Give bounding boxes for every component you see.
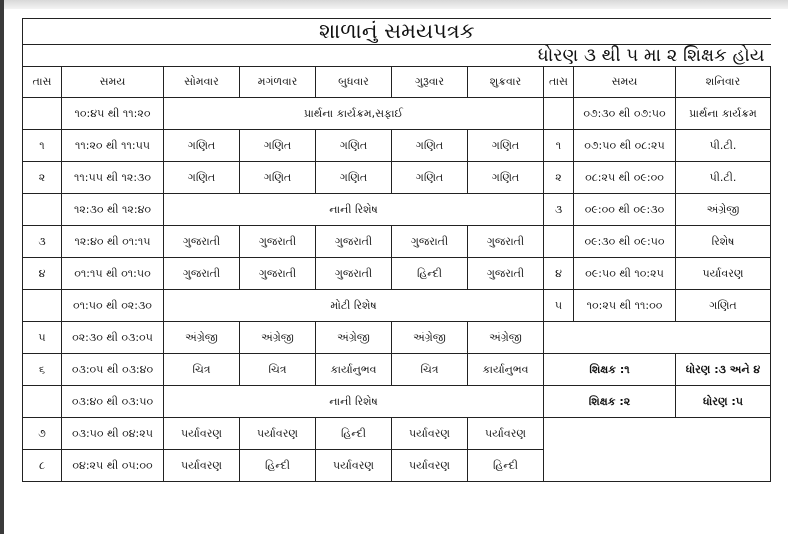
- subject-cell-friday: ગણિત: [468, 162, 544, 194]
- subject-cell-tuesday: અંગ્રેજી: [240, 322, 316, 354]
- time-cell: ૧૧:૫૫ થી ૧૨:૩૦: [62, 162, 164, 194]
- subject-cell-thursday: પર્યાવરણ: [392, 450, 468, 482]
- subject-cell-monday: ગુજરાતી: [164, 226, 240, 258]
- time-cell: ૧૨:૩૦ થી ૧૨:૪૦: [62, 194, 164, 226]
- subject-cell-tuesday: ગુજરાતી: [240, 258, 316, 290]
- table-row: [23, 162, 771, 194]
- subject-cell-monday: ગણિત: [164, 162, 240, 194]
- subject-cell-thursday: ગણિત: [392, 162, 468, 194]
- subject-cell-tuesday: પર્યાવરણ: [240, 418, 316, 450]
- subject-cell-friday: ગણિત: [468, 130, 544, 162]
- period-cell: ૨: [23, 162, 62, 194]
- saturday-period-cell: [544, 226, 574, 258]
- subject-cell-thursday: ચિત્ર: [392, 354, 468, 386]
- period-cell: ૧: [23, 130, 62, 162]
- table-row: [23, 226, 771, 258]
- break-cell: પ્રાર્થના કાર્યક્રમ,સફાઈ: [164, 98, 544, 130]
- table-row: [23, 354, 771, 386]
- subject-cell-monday: પર્યાવરણ: [164, 450, 240, 482]
- subject-cell-tuesday: ગણિત: [240, 162, 316, 194]
- column-header-saturday-saturday: શનિવાર: [676, 67, 771, 98]
- subject-cell-tuesday: ચિત્ર: [240, 354, 316, 386]
- time-cell: ૧૦:૪૫ થી ૧૧:૨૦: [62, 98, 164, 130]
- period-cell: ૩: [23, 226, 62, 258]
- standard-cell: ધોરણ :૫: [676, 386, 771, 418]
- table-row: [23, 130, 771, 162]
- saturday-time-cell: ૦૭:૩૦ થી ૦૭:૫૦: [574, 98, 676, 130]
- saturday-time-cell: ૧૦:૨૫ થી ૧૧:૦૦: [574, 290, 676, 322]
- break-cell: નાની રિશેષ: [164, 194, 544, 226]
- column-header-period-saturday: તાસ: [544, 67, 574, 98]
- saturday-subject-cell: પી.ટી.: [676, 130, 771, 162]
- subject-cell-thursday: હિન્દી: [392, 258, 468, 290]
- table-row: [23, 290, 771, 322]
- time-cell: ૧૨:૪૦ થી ૦૧:૧૫: [62, 226, 164, 258]
- subject-cell-thursday: અંગ્રેજી: [392, 322, 468, 354]
- subject-cell-friday: પર્યાવરણ: [468, 418, 544, 450]
- saturday-time-cell: ૦૭:૫૦ થી ૦૮:૨૫: [574, 130, 676, 162]
- subject-cell-friday: ગુજરાતી: [468, 226, 544, 258]
- time-cell: ૧૧:૨૦ થી ૧૧:૫૫: [62, 130, 164, 162]
- timetable: [22, 18, 771, 482]
- saturday-period-cell: ૩: [544, 194, 574, 226]
- empty-cell: [544, 322, 771, 354]
- subject-cell-wednesday: ગણિત: [316, 130, 392, 162]
- saturday-time-cell: ૦૯:૫૦ થી ૧૦:૨૫: [574, 258, 676, 290]
- column-header-friday: શુક્રવાર: [468, 67, 544, 98]
- empty-cell: [544, 418, 771, 482]
- saturday-subject-cell: રિશેષ: [676, 226, 771, 258]
- saturday-subject-cell: પર્યાવરણ: [676, 258, 771, 290]
- teacher-cell: શિક્ષક :૨: [544, 386, 676, 418]
- table-row: [23, 258, 771, 290]
- table-row: [23, 322, 771, 354]
- saturday-period-cell: ૪: [544, 258, 574, 290]
- subject-cell-monday: પર્યાવરણ: [164, 418, 240, 450]
- saturday-subject-cell: પ્રાર્થના કાર્યક્રમ: [676, 98, 771, 130]
- subject-cell-wednesday: ગુજરાતી: [316, 226, 392, 258]
- period-cell: [23, 386, 62, 418]
- saturday-subject-cell: ગણિત: [676, 290, 771, 322]
- time-cell: ૦૧:૫૦ થી ૦૨:૩૦: [62, 290, 164, 322]
- saturday-time-cell: ૦૯:૦૦ થી ૦૯:૩૦: [574, 194, 676, 226]
- subject-cell-wednesday: કાર્યાનુભવ: [316, 354, 392, 386]
- column-header-period: તાસ: [23, 67, 62, 98]
- subject-cell-friday: ગુજરાતી: [468, 258, 544, 290]
- subject-cell-thursday: ગુજરાતી: [392, 226, 468, 258]
- time-cell: ૦૧:૧૫ થી ૦૧:૫૦: [62, 258, 164, 290]
- saturday-period-cell: ૨: [544, 162, 574, 194]
- table-row: [23, 386, 771, 418]
- period-cell: ૬: [23, 354, 62, 386]
- subject-cell-tuesday: ગુજરાતી: [240, 226, 316, 258]
- period-cell: ૮: [23, 450, 62, 482]
- subject-cell-monday: અંગ્રેજી: [164, 322, 240, 354]
- table-row: [23, 418, 771, 450]
- time-cell: ૦૪:૨૫ થી ૦૫:૦૦: [62, 450, 164, 482]
- window-top-bar: [0, 0, 788, 9]
- teacher-cell: શિક્ષક :૧: [544, 354, 676, 386]
- subject-cell-wednesday: હિન્દી: [316, 418, 392, 450]
- time-cell: ૦૩:૫૦ થી ૦૪:૨૫: [62, 418, 164, 450]
- period-cell: [23, 194, 62, 226]
- subject-cell-wednesday: ગુજરાતી: [316, 258, 392, 290]
- subject-cell-tuesday: હિન્દી: [240, 450, 316, 482]
- subject-cell-monday: ગણિત: [164, 130, 240, 162]
- saturday-period-cell: ૧: [544, 130, 574, 162]
- subject-cell-thursday: ગણિત: [392, 130, 468, 162]
- subject-cell-monday: ચિત્ર: [164, 354, 240, 386]
- table-row: [23, 194, 771, 226]
- saturday-subject-cell: અંગ્રેજી: [676, 194, 771, 226]
- column-header-monday: સોમવાર: [164, 67, 240, 98]
- timetable-sheet: [22, 18, 770, 482]
- subject-cell-wednesday: પર્યાવરણ: [316, 450, 392, 482]
- subject-cell-wednesday: અંગ્રેજી: [316, 322, 392, 354]
- window-left-edge: [0, 0, 4, 534]
- column-header-wednesday: બુધવાર: [316, 67, 392, 98]
- period-cell: ૭: [23, 418, 62, 450]
- time-cell: ૦૩:૦૫ થી ૦૩:૪૦: [62, 354, 164, 386]
- break-cell: નાની રિશેષ: [164, 386, 544, 418]
- subject-cell-friday: કાર્યાનુભવ: [468, 354, 544, 386]
- subject-cell-monday: ગુજરાતી: [164, 258, 240, 290]
- period-cell: ૫: [23, 322, 62, 354]
- table-row: [23, 98, 771, 130]
- period-cell: [23, 98, 62, 130]
- subject-cell-friday: અંગ્રેજી: [468, 322, 544, 354]
- page-title: શાળાનું સમયપત્રક: [23, 19, 771, 45]
- saturday-time-cell: ૦૯:૩૦ થી ૦૯:૫૦: [574, 226, 676, 258]
- column-header-tuesday: મગંળવાર: [240, 67, 316, 98]
- standard-cell: ધોરણ :૩ અને ૪: [676, 354, 771, 386]
- page-subtitle: ધોરણ ૩ થી ૫ મા ૨ શિક્ષક હોય: [23, 45, 771, 67]
- break-cell: મોટી રિશેષ: [164, 290, 544, 322]
- subject-cell-friday: હિન્દી: [468, 450, 544, 482]
- saturday-subject-cell: પી.ટી.: [676, 162, 771, 194]
- column-header-thursday: ગુરૂવાર: [392, 67, 468, 98]
- column-header-time: સમય: [62, 67, 164, 98]
- column-header-time-saturday: સમય: [574, 67, 676, 98]
- subject-cell-tuesday: ગણિત: [240, 130, 316, 162]
- time-cell: ૦૨:૩૦ થી ૦૩:૦૫: [62, 322, 164, 354]
- subject-cell-wednesday: ગણિત: [316, 162, 392, 194]
- saturday-time-cell: ૦૮:૨૫ થી ૦૯:૦૦: [574, 162, 676, 194]
- period-cell: [23, 290, 62, 322]
- time-cell: ૦૩:૪૦ થી ૦૩:૫૦: [62, 386, 164, 418]
- period-cell: ૪: [23, 258, 62, 290]
- saturday-period-cell: [544, 98, 574, 130]
- saturday-period-cell: ૫: [544, 290, 574, 322]
- subject-cell-thursday: પર્યાવરણ: [392, 418, 468, 450]
